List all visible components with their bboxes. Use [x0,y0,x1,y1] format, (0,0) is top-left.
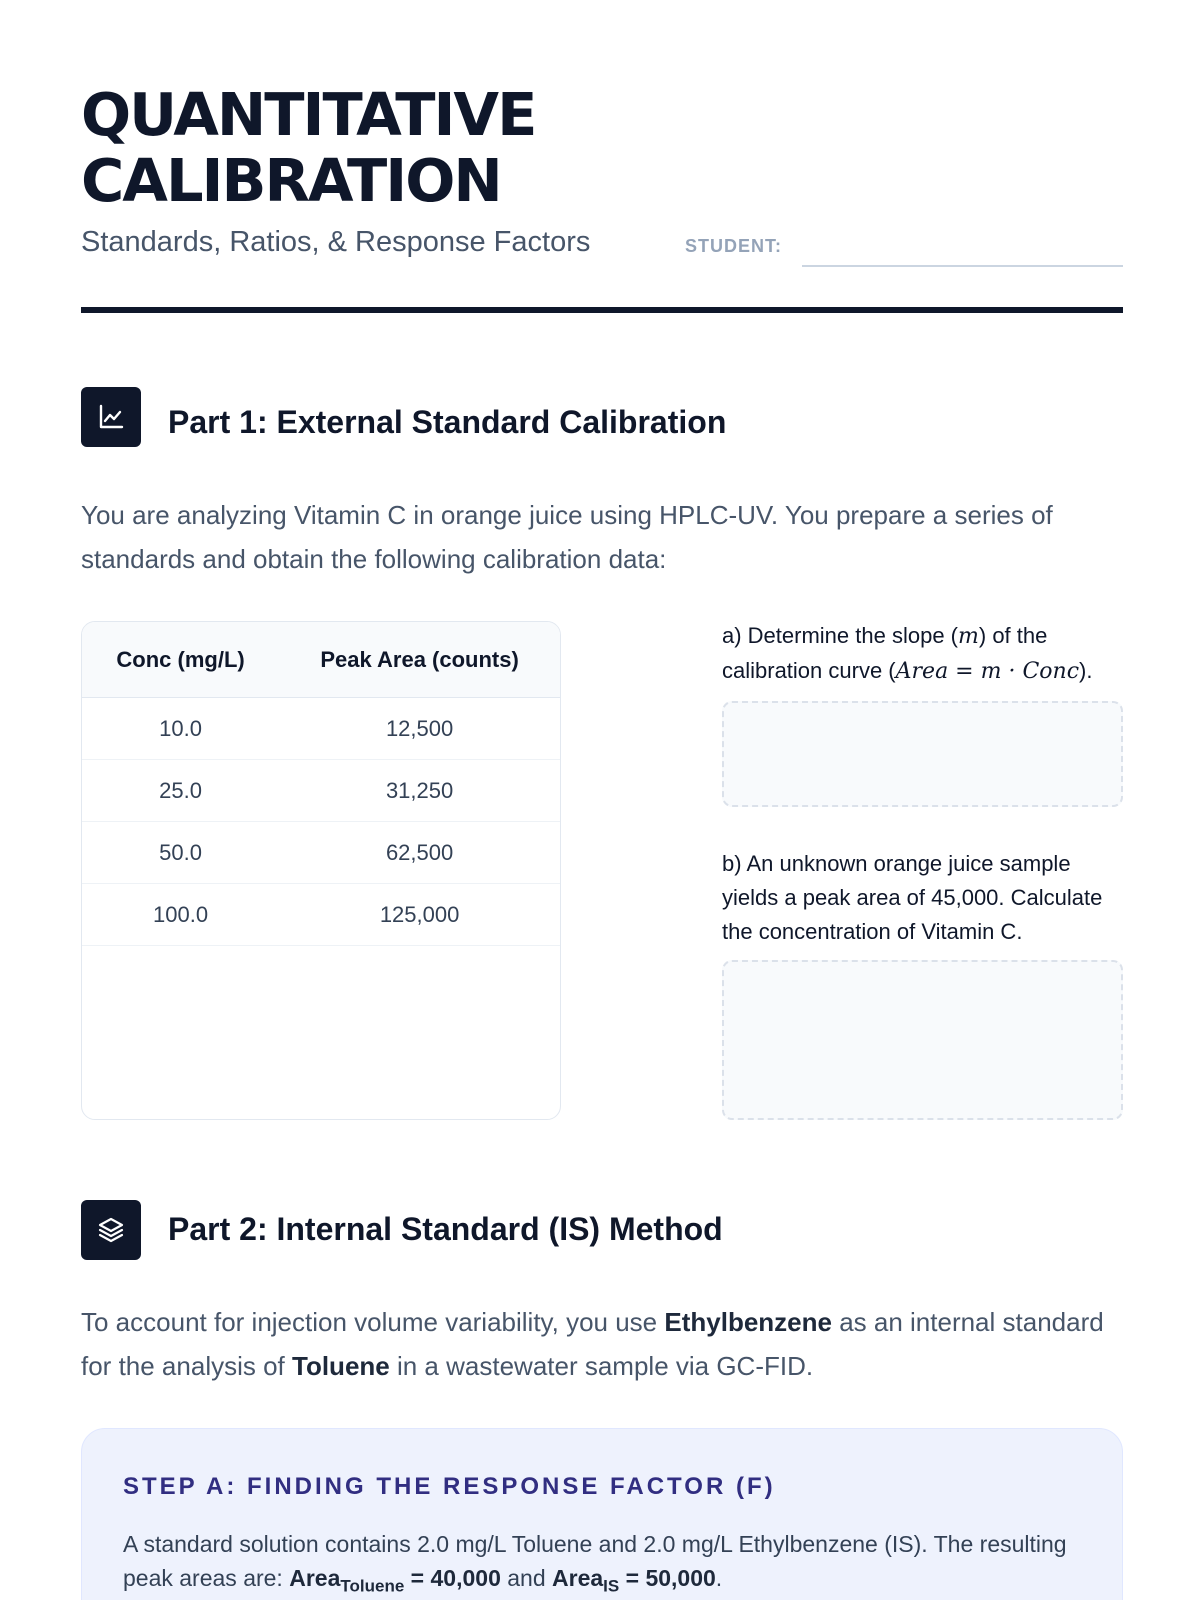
question-a-prefix: a) Determine the slope ( [722,623,958,648]
question-b: b) An unknown orange juice sample yields a peak area of 45,000. Calculate the concentration of Vitamin C. [722,851,1103,944]
area-toluene-label: Area [289,1565,341,1591]
cell-conc: 50.0 [159,839,202,865]
table-row [82,698,560,760]
step-a-title: STEP A: FINDING THE RESPONSE FACTOR (F) [123,1473,776,1500]
calibration-table [81,621,561,1120]
step-a-and: and [500,1565,553,1591]
answer-box-b[interactable] [722,960,1123,1120]
chart-line-icon [81,387,141,447]
cell-conc: 10.0 [159,715,202,741]
area-is-sub: IS [603,1576,620,1596]
layers-icon [81,1200,141,1260]
part2-intro-1: To account for injection volume variability, you use [81,1307,665,1337]
table-header-row [82,622,560,698]
title-line-1: QUANTITATIVE [81,80,536,149]
cell-conc: 100.0 [153,901,209,927]
cell-area: 125,000 [379,901,460,927]
student-label: STUDENT: [685,236,782,256]
area-is-value: = 50,000 [619,1565,716,1591]
part2-intro [81,1300,1123,1388]
answer-box-a[interactable] [722,701,1123,807]
step-a-text [123,1527,1083,1600]
student-name-field[interactable] [802,265,1123,267]
column-header-area: Peak Area (counts) [320,646,519,672]
area-toluene-sub: Toluene [340,1576,405,1596]
part2-intro-2: as an internal standard for the analysis of [81,1307,1104,1381]
area-is [552,1565,716,1596]
part1-intro: You are analyzing Vitamin C in orange juice using HPLC-UV. You prepare a series of standards and obtain the following calibration data: [81,500,1053,574]
title-line-2: CALIBRATION [81,146,501,215]
question-a [722,619,1123,689]
table-row [82,822,560,884]
area-toluene-value: = 40,000 [404,1565,501,1591]
analyte-name: Toluene [292,1351,390,1381]
part1-title: Part 1: External Standard Calibration [168,404,727,440]
internal-standard-name: Ethylbenzene [664,1307,832,1337]
step-a-box [81,1428,1123,1600]
step-a-end: . [715,1565,723,1591]
cell-area: 31,250 [385,777,454,803]
question-a-mid: ) of the calibration curve ( [722,623,1048,683]
question-a-end: ). [1079,658,1093,683]
header-divider [81,307,1123,313]
step-a-text-1: A standard solution contains 2.0 mg/L Toluene and 2.0 mg/L Ethylbenzene (IS). The resulting peak areas are: [123,1531,1067,1591]
page-subtitle: Standards, Ratios, & Response Factors [81,226,591,258]
cell-area: 62,500 [385,839,454,865]
cell-area: 12,500 [385,715,454,741]
area-toluene [289,1565,501,1596]
cell-conc: 25.0 [159,777,202,803]
question-a-var: m [958,624,979,649]
table-row [82,760,560,822]
column-header-conc: Conc (mg/L) [116,646,245,672]
area-is-label: Area [552,1565,604,1591]
table-row [82,884,560,946]
part2-title: Part 2: Internal Standard (IS) Method [168,1211,723,1247]
question-a-equation: Area = m · Conc [895,659,1080,684]
page-title [81,82,781,214]
part2-intro-3: in a wastewater sample via GC-FID. [389,1351,814,1381]
